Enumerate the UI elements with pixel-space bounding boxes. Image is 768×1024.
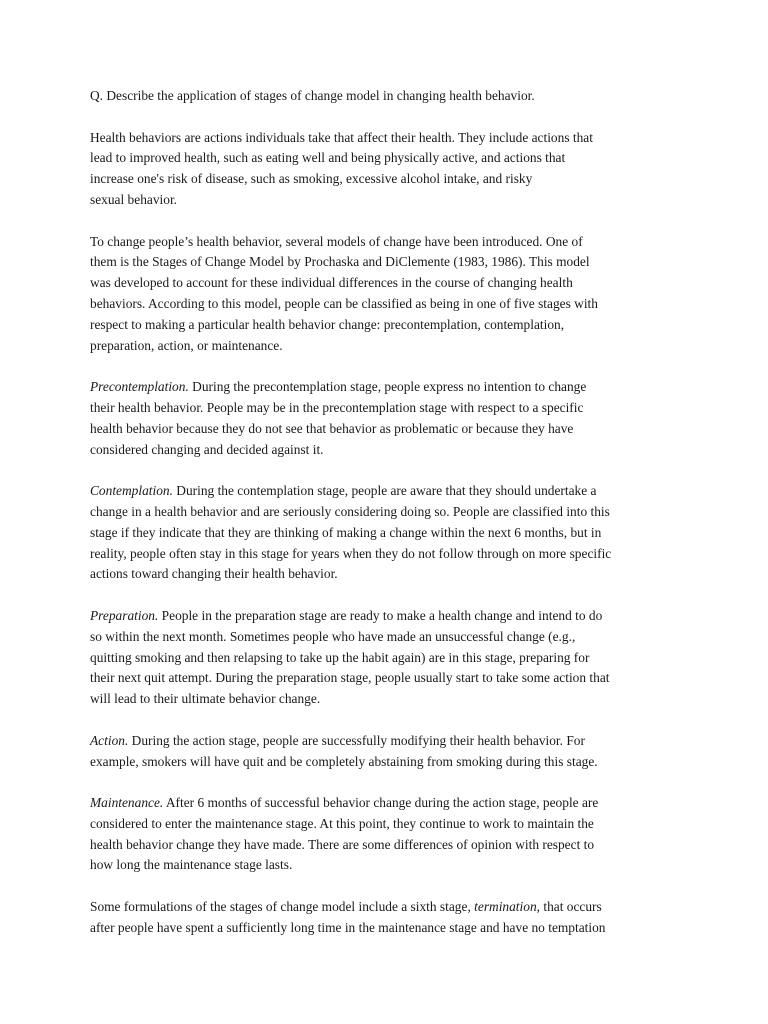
termination-first-line-before: Some formulations of the stages of change model include a sixth stage, [90, 899, 475, 915]
maintenance-line: health behavior change they have made. There are some differences of opinion with respect to [90, 836, 595, 852]
precontemplation-lead: Precontemplation. [90, 379, 189, 395]
preparation-first-line-text: People in the preparation stage are ready to make a health change and intend to do [158, 607, 603, 623]
preparation-line: quitting smoking and then relapsing to take up the habit again) are in this stage, preparing for [90, 649, 590, 665]
termination-term: termination [474, 899, 537, 915]
precontemplation-paragraph [90, 377, 690, 460]
preparation-line: will lead to their ultimate behavior change. [90, 691, 321, 707]
question-text: Q. Describe the application of stages of change model in changing health behavior. [90, 88, 535, 103]
precontemplation-line: their health behavior. People may be in the precontemplation stage with respect to a specific [90, 399, 584, 415]
maintenance-first-line [90, 793, 690, 814]
overview-line: them is the Stages of Change Model by Prochaska and DiClemente (1983, 1986). This model [90, 254, 590, 270]
action-lead: Action. [90, 732, 129, 748]
contemplation-first-line-text: During the contemplation stage, people are aware that they should undertake a [172, 483, 597, 499]
maintenance-line: considered to enter the maintenance stage. At this point, they continue to work to maintain the [90, 815, 594, 831]
contemplation-line: reality, people often stay in this stage for years when they do not follow through on more specific [90, 545, 612, 561]
maintenance-first-line-text: After 6 months of successful behavior change during the action stage, people are [163, 795, 599, 811]
preparation-lead: Preparation. [90, 607, 159, 623]
document-page [90, 86, 690, 959]
termination-paragraph [90, 897, 690, 939]
intro-line: Health behaviors are actions individuals take that affect their health. They include actions that [90, 129, 593, 145]
termination-first-line [90, 897, 690, 918]
maintenance-lead: Maintenance. [90, 795, 164, 811]
precontemplation-line: health behavior because they do not see that behavior as problematic or because they have [90, 420, 574, 436]
maintenance-paragraph [90, 793, 690, 876]
overview-line: preparation, action, or maintenance. [90, 337, 283, 353]
preparation-line: so within the next month. Sometimes people who have made an unsuccessful change (e.g., [90, 628, 576, 644]
action-line: example, smokers will have quit and be completely abstaining from smoking during this stage. [90, 753, 598, 769]
contemplation-lead: Contemplation. [90, 483, 173, 499]
termination-line: after people have spent a sufficiently long time in the maintenance stage and have no temptation [90, 919, 606, 935]
overview-line: behaviors. According to this model, people can be classified as being in one of five stages with [90, 295, 598, 311]
precontemplation-line: considered changing and decided against it. [90, 441, 324, 457]
question-heading [90, 86, 690, 107]
overview-line: To change people’s health behavior, several models of change have been introduced. One of [90, 233, 583, 249]
overview-line: respect to making a particular health behavior change: precontemplation, contemplation, [90, 316, 565, 332]
intro-paragraph [90, 128, 690, 211]
intro-line: lead to improved health, such as eating well and being physically active, and actions that [90, 150, 566, 166]
action-paragraph [90, 731, 690, 773]
precontemplation-first-line [90, 377, 690, 398]
contemplation-line: actions toward changing their health behavior. [90, 566, 338, 582]
contemplation-paragraph [90, 481, 690, 585]
action-first-line [90, 731, 690, 752]
action-first-line-text: During the action stage, people are successfully modifying their health behavior. For [128, 732, 585, 748]
contemplation-first-line [90, 481, 690, 502]
contemplation-line: change in a health behavior and are seriously considering doing so. People are classified into this [90, 503, 610, 519]
preparation-first-line [90, 606, 690, 627]
preparation-line: their next quit attempt. During the preparation stage, people usually start to take some action that [90, 670, 610, 686]
overview-line: was developed to account for these individual differences in the course of changing health [90, 275, 573, 291]
model-overview-paragraph [90, 232, 690, 357]
termination-first-line-after: , that occurs [536, 899, 602, 915]
intro-line: sexual behavior. [90, 191, 178, 207]
maintenance-line: how long the maintenance stage lasts. [90, 857, 293, 873]
preparation-paragraph [90, 606, 690, 710]
precontemplation-first-line-text: During the precontemplation stage, people express no intention to change [188, 379, 587, 395]
contemplation-line: stage if they indicate that they are thinking of making a change within the next 6 months, but in [90, 524, 602, 540]
intro-line: increase one's risk of disease, such as smoking, excessive alcohol intake, and risky [90, 171, 533, 187]
